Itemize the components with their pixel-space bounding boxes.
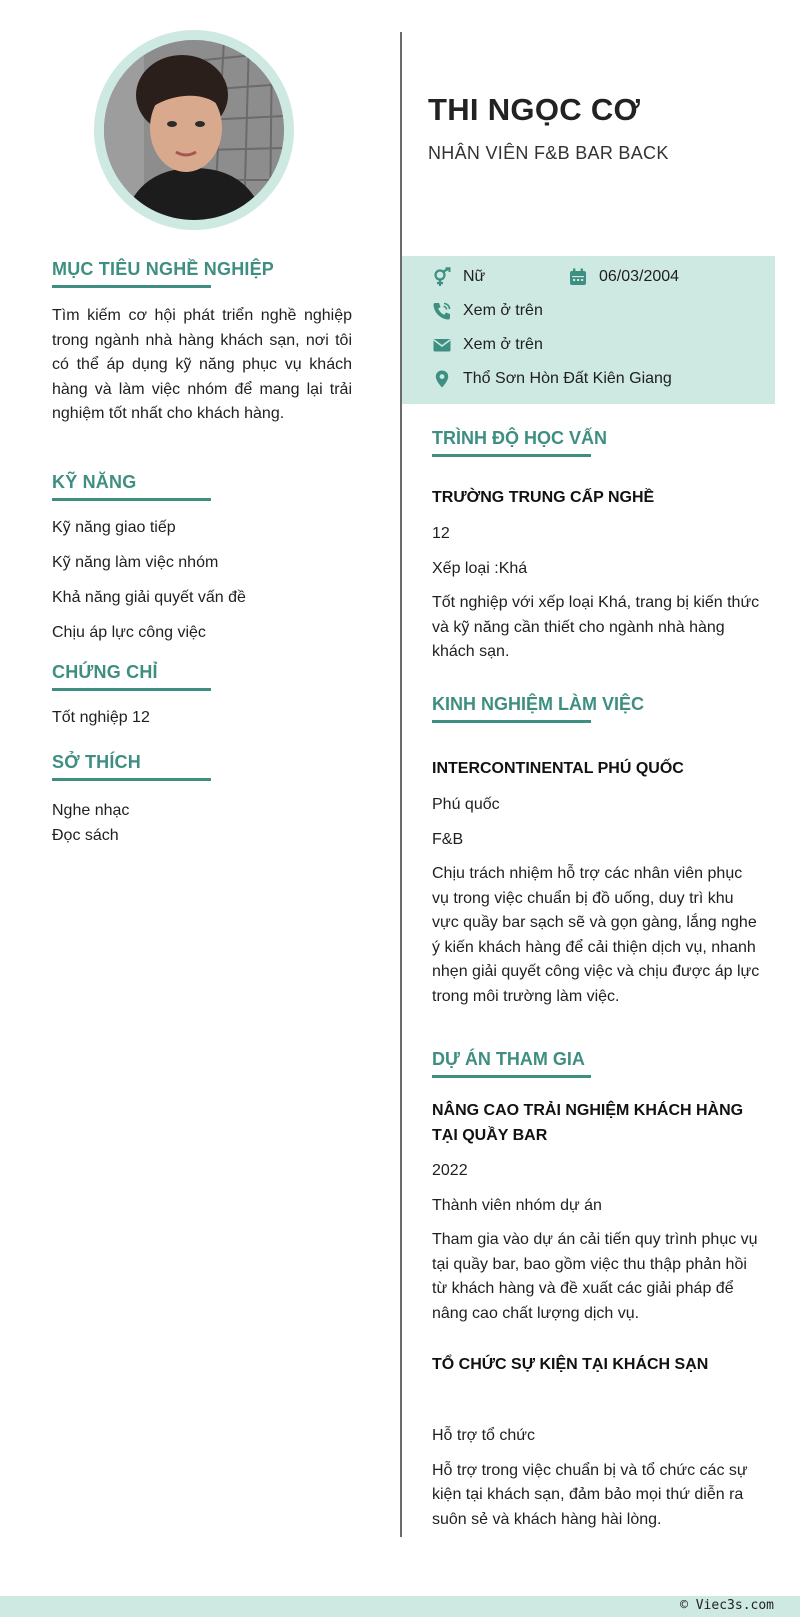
skill-item: Kỹ năng làm việc nhóm [52,554,219,571]
objective-title: MỤC TIÊU NGHỀ NGHIỆP [52,259,275,279]
education-description: Tốt nghiệp với xếp loại Khá, trang bị kiến thức và kỹ năng cần thiết cho ngành nhà hàng khách sạn. [432,594,760,660]
education-section [432,428,762,665]
projects-title: DỰ ÁN THAM GIA [432,1049,585,1069]
gender-icon [431,266,453,288]
experience-section [432,694,762,1009]
candidate-name: THI NGỌC CƠ [428,92,641,127]
education-grade: 12 [432,525,450,542]
skills-rule [52,498,211,501]
avatar-photo [104,40,284,220]
phone-icon [431,300,453,322]
project-description: Hỗ trợ trong việc chuẩn bị và tổ chức các sự kiện tại khách sạn, đảm bảo mọi thứ diễn ra suôn sẻ và khách hàng hài lòng. [432,1461,748,1528]
project-description: Tham gia vào dự án cải tiến quy trình phục vụ tại quầy bar, bao gồm việc thu thập phản hồi từ khách hàng và đề xuất các giải pháp để nâng cao chất lượng dịch vụ. [432,1231,758,1322]
contact-phone [431,300,543,322]
education-title: TRÌNH ĐỘ HỌC VẤN [432,428,607,448]
experience-rule [432,720,591,723]
gender-value: Nữ [463,268,486,285]
objective-rule [52,285,211,288]
objective-text: Tìm kiếm cơ hội phát triển nghề nghiệp trong ngành nhà hàng khách sạn, nơi tôi có thể áp dụng kỹ năng phục vụ khách hàng và làm việc nhóm để mang lại trải nghiệm tốt nhất cho khách hàng. [52,307,352,422]
birthday-value: 06/03/2004 [599,268,680,285]
email-value: Xem ở trên [463,336,543,353]
email-icon [431,334,453,356]
candidate-role: NHÂN VIÊN F&B BAR BACK [428,143,669,163]
skill-item: Khả năng giải quyết vấn đề [52,589,246,606]
contact-panel [402,256,775,404]
experience-description: Chịu trách nhiệm hỗ trợ các nhân viên phục vụ trong việc chuẩn bị đồ uống, duy trì khu vực quầy bar sạch sẽ và gọn gàng, lắng nghe ý kiến khách hàng để cải thiện dịch vụ, nhanh nhẹn giải quyết công việc và chịu được áp lực trong môi trường làm việc. [432,865,760,1005]
calendar-icon [567,266,589,288]
phone-value: Xem ở trên [463,302,543,319]
footer-bar [0,1596,800,1617]
education-rank: Xếp loại :Khá [432,559,528,577]
hobby-item: Đọc sách [52,827,119,844]
address-value: Thổ Sơn Hòn Đất Kiên Giang [463,370,672,387]
hobbies-section [52,752,352,848]
experience-company: INTERCONTINENTAL PHÚ QUỐC [432,760,684,777]
projects-rule [432,1075,591,1078]
avatar [104,40,284,220]
project-year: 2022 [432,1162,468,1179]
project-role: Thành viên nhóm dự án [432,1196,602,1214]
education-school: TRƯỜNG TRUNG CẤP NGHỀ [432,489,655,506]
certificates-title: CHỨNG CHỈ [52,662,158,682]
hobby-item: Nghe nhạc [52,802,130,819]
experience-position: F&B [432,830,464,848]
project-name: NÂNG CAO TRẢI NGHIỆM KHÁCH HÀNG TẠI QUẦY BAR [432,1102,744,1144]
certificate-item: Tốt nghiệp 12 [52,709,150,726]
skills-title: KỸ NĂNG [52,472,137,492]
skill-item: Kỹ năng giao tiếp [52,519,176,536]
contact-gender [431,266,485,288]
skill-item: Chịu áp lực công việc [52,624,206,641]
experience-title: KINH NGHIỆM LÀM VIỆC [432,694,645,714]
contact-birthday [567,266,679,288]
certificates-rule [52,688,211,691]
hobbies-rule [52,778,211,781]
education-rule [432,454,591,457]
projects-section [432,1049,762,1532]
contact-email [431,334,543,356]
project-name: TỔ CHỨC SỰ KIỆN TẠI KHÁCH SẠN [432,1356,709,1373]
footer-watermark: © Viec3s.com [680,1598,774,1613]
skills-section [52,472,352,643]
objective-section [52,259,352,427]
hobbies-title: SỞ THÍCH [52,752,141,772]
location-icon [431,368,453,390]
experience-location: Phú quốc [432,796,500,813]
contact-address [431,368,672,390]
certificates-section [52,662,352,728]
project-role: Hỗ trợ tổ chức [432,1427,536,1444]
